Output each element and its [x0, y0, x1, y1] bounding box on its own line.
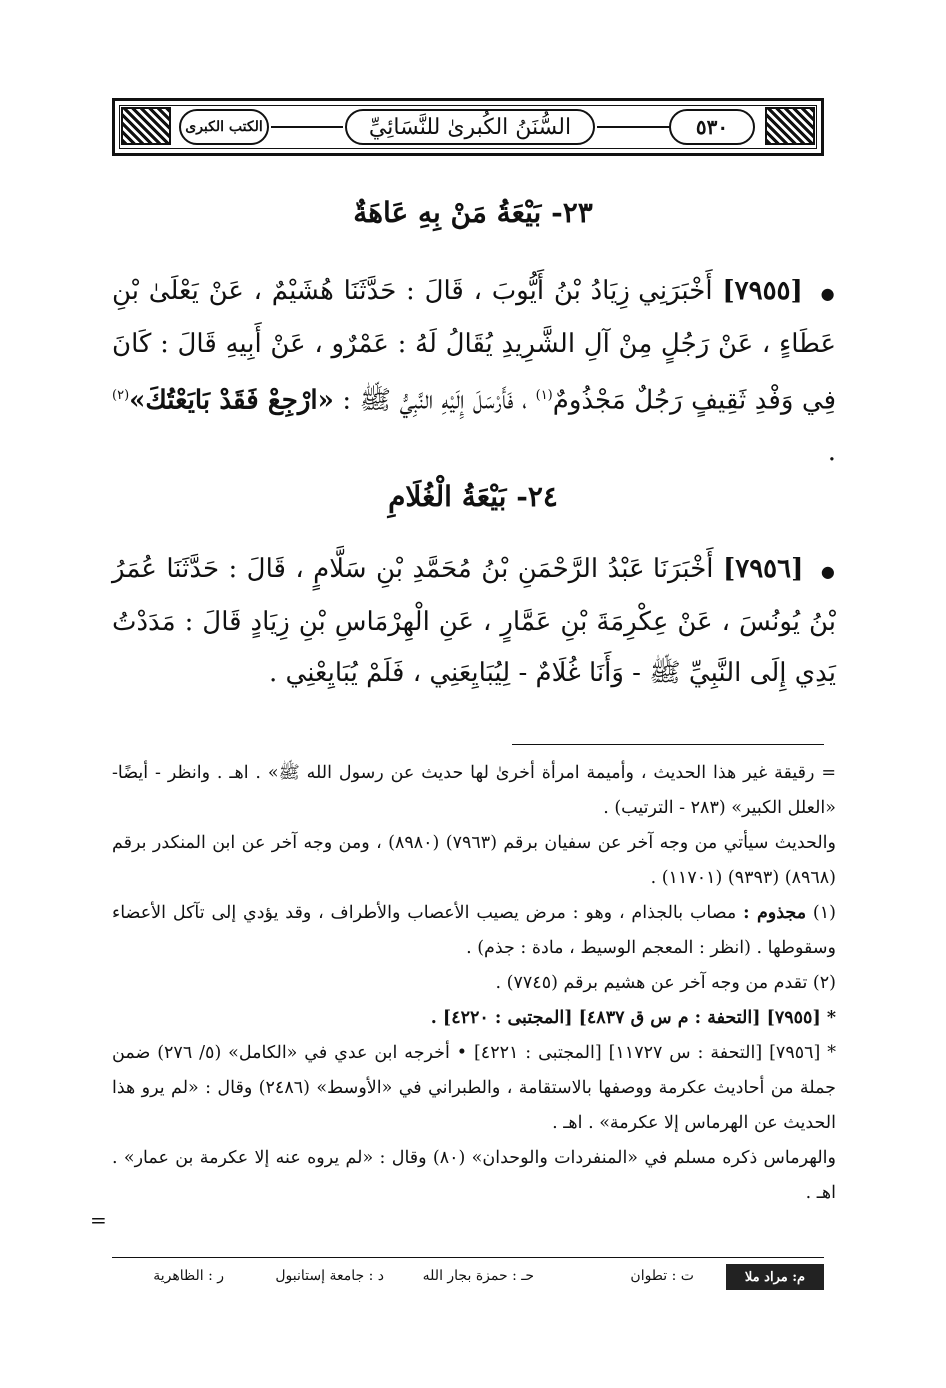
bullet-icon: ●	[820, 562, 836, 581]
footnote-text: مصاب بالجذام ، وهو : مرض يصيب الأعصاب والأطراف ، وقد يؤدي إلى تآكل الأعضاء وسقوطها . (انظر : المعجم الوسيط ، مادة : جذم) .	[112, 903, 836, 958]
page-number-text: ٥٣٠	[695, 115, 729, 139]
hadith-7955	[112, 266, 836, 478]
chapter-24-title: ٢٤- بَيْعَةُ الْغُلَامِ	[388, 480, 558, 513]
header-line	[597, 126, 673, 128]
continuation-marker-end: =	[90, 1208, 107, 1232]
footnote-term: مجذوم :	[743, 903, 807, 923]
prophet-quote: «ارْجِعْ فَقَدْ بَايَعْتُكَ»	[129, 385, 334, 416]
note-text: رقيقة غير هذا الحديث ، وأميمة امرأة أخرىٰ لها حديث عن رسول الله ﷺ» . اهـ . وانظر - أيضًا- «العلل الكبير» (٢٨٣ - الترتيب) .	[112, 763, 836, 818]
publisher-logo	[179, 109, 269, 145]
book-title-text: السُّنَنُ الكُبرىٰ للنَّسَائِيِّ	[368, 114, 572, 140]
footnote-number: (١)	[812, 903, 836, 923]
ornament-left	[121, 107, 171, 145]
hadith-text: أَخْبَرَنِي زِيَادُ بْنُ أَيُّوبَ ، قَالَ : حَدَّثَنَا هُشَيْمٌ ، عَنْ يَعْلَىٰ بْنِ عَطَاءٍ ، عَنْ رَجُلٍ مِنْ آلِ الشَّرِيدِ يُقَالُ لَهُ : عَمْرٌو ، عَنْ أَبِيهِ قَالَ : كَانَ فِي وَفْدِ ثَقِيفٍ رَجُلٌ مَجْذُومٌ	[112, 276, 837, 416]
page-number	[669, 109, 755, 145]
siglum-d: د : جامعة إستانبول	[275, 1268, 384, 1284]
footer-badge: م: مراد ملا	[726, 1264, 824, 1290]
reference-7956: * [٧٩٥٦] [التحفة : س ١١٧٢٧] [المجتبى : ٤٢٢١] • أخرجه ابن عدي في «الكامل» (٥/ ٢٧٦) ضمن جملة من أحاديث عكرمة ووصفها بالاستقامة ، والطبراني في «الأوسط» (٢٤٨٦) وقال : «لم يرو هذا الحديث عن الهرماس إلا عكرمة» . اهـ .	[112, 1043, 837, 1133]
note-paragraph: والحديث سيأتي من وجه آخر عن سفيان برقم (٧٩٦٣) (٨٩٨٠) ، ومن وجه آخر عن ابن المنكدر برقم (٨٩٦٨) (٩٣٩٣) (١١٧٠١) .	[112, 833, 836, 888]
header-line	[271, 126, 343, 128]
footnote-2: (٢) تقدم من وجه آخر عن هشيم برقم (٧٧٤٥) .	[495, 973, 836, 993]
hadith-7956	[112, 544, 836, 699]
hadith-number: [٧٩٥٥]	[722, 276, 803, 306]
footer-rule	[112, 1257, 824, 1258]
footnote-separator	[512, 744, 824, 745]
footnote-ref: (٢)	[112, 388, 130, 403]
siglum-h: حـ : حمزة بجار الله	[422, 1268, 534, 1284]
reference-7956-continued: والهرماس ذكره مسلم في «المنفردات والوحدان» (٨٠) وقال : «لم يروه عنه إلا عكرمة بن عمار» . اهـ .	[112, 1148, 836, 1203]
ornament-right	[765, 107, 815, 145]
note-continuation	[112, 756, 836, 826]
siglum-r: ر : الظاهرية	[153, 1268, 224, 1284]
logo-text: الكتب الكبرى	[185, 119, 263, 135]
chapter-23-title: ٢٣- بَيْعَةُ مَنْ بِهِ عَاهَةٌ	[353, 196, 593, 229]
hadith-text: ، فَأَرْسَلَ إِلَيْهِ النَّبِيُّ ﷺ :	[342, 385, 528, 416]
hadith-end: .	[827, 436, 836, 467]
footnote-ref: (١)	[535, 388, 553, 403]
reference-7955: * [٧٩٥٥] [التحفة : م س ق ٤٨٣٧] [المجتبى : ٤٢٢٠] .	[430, 1008, 836, 1028]
continuation-marker: =	[821, 763, 836, 783]
siglum-t: ت : تطوان	[630, 1268, 694, 1284]
bullet-icon: ●	[820, 284, 837, 303]
footnote-1	[112, 896, 836, 966]
footnotes	[112, 756, 836, 1211]
manuscript-sigla	[112, 1264, 824, 1290]
book-title	[345, 109, 595, 145]
page-header	[112, 98, 824, 156]
hadith-number: [٧٩٥٦]	[722, 554, 804, 584]
hadith-text: أَخْبَرَنَا عَبْدُ الرَّحْمَنِ بْنُ مُحَمَّدِ بْنِ سَلَّامٍ ، قَالَ : حَدَّثَنَا عُمَرُ بْنُ يُونُسَ ، عَنْ عِكْرِمَةَ بْنِ عَمَّارٍ ، عَنِ الْهِرْمَاسِ بْنِ زِيَادٍ قَالَ : مَدَدْتُ يَدِي إِلَى النَّبِيِّ ﷺ - وَأَنَا غُلَامٌ - لِيُبَايِعَنِي ، فَلَمْ يُبَايِعْنِي .	[112, 554, 836, 688]
